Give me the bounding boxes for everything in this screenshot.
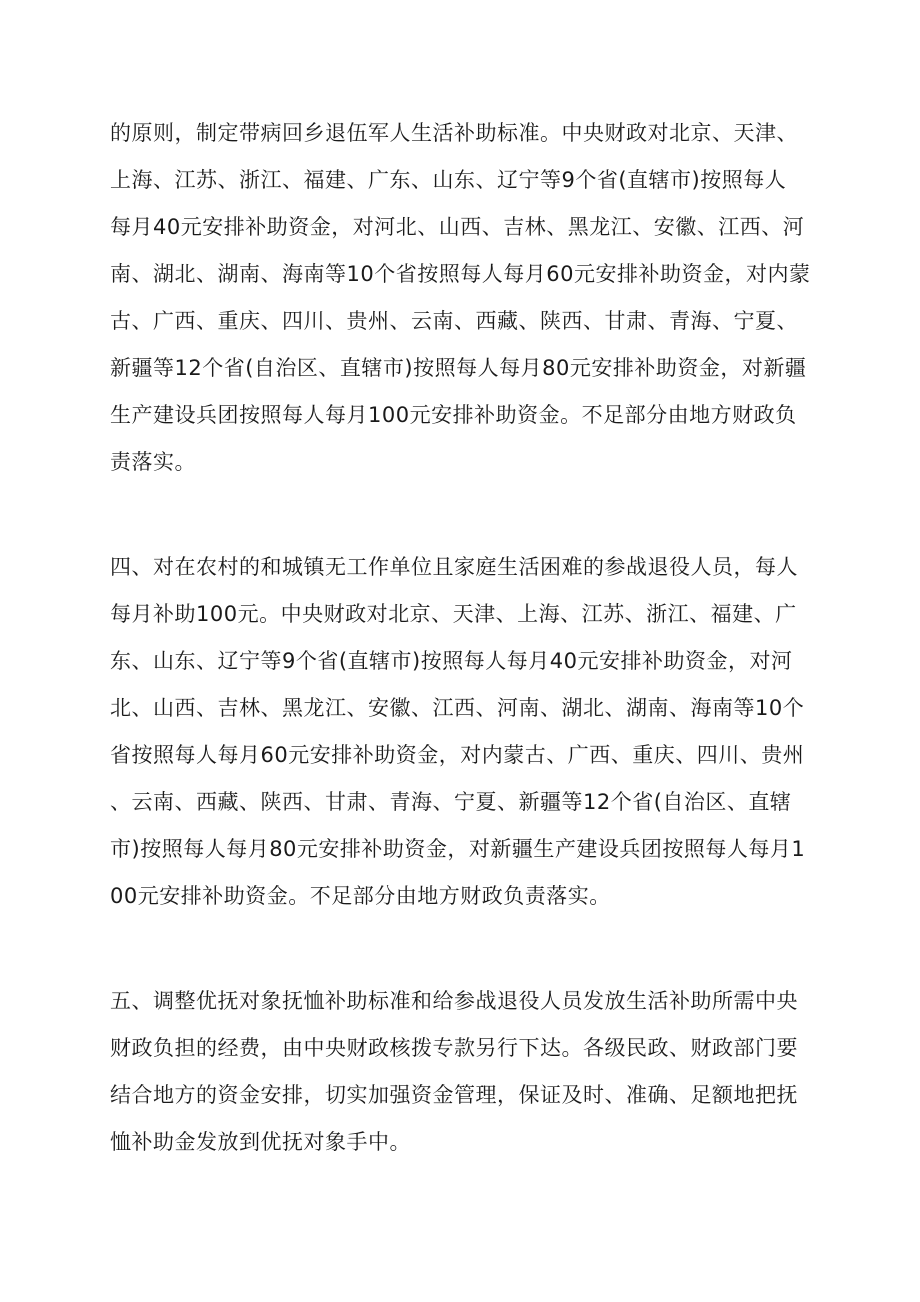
- text-line: 古、广西、重庆、四川、贵州、云南、西藏、陕西、甘肃、青海、宁夏、: [110, 309, 798, 333]
- text-line: 生产建设兵团按照每人每月100元安排补助资金。不足部分由地方财政负: [110, 403, 797, 427]
- text-line: 南、湖北、湖南、海南等10个省按照每人每月60元安排补助资金，对内蒙: [110, 262, 811, 286]
- text-line: 每月补助100元。中央财政对北京、天津、上海、江苏、浙江、福建、广: [110, 602, 797, 626]
- text-line: 新疆等12个省(自治区、直辖市)按照每人每月80元安排补助资金，对新疆: [110, 356, 807, 380]
- text-line: 每月40元安排补助资金，对河北、山西、吉林、黑龙江、安徽、江西、河: [110, 215, 805, 239]
- text-line: 省按照每人每月60元安排补助资金，对内蒙古、广西、重庆、四川、贵州: [110, 743, 805, 767]
- text-line: 的原则，制定带病回乡退伍军人生活补助标准。中央财政对北京、天津、: [110, 121, 798, 145]
- text-line: 、云南、西藏、陕西、甘肃、青海、宁夏、新疆等12个省(自治区、直辖: [110, 790, 792, 814]
- text-line: 北、山西、吉林、黑龙江、安徽、江西、河南、湖北、湖南、海南等10个: [110, 696, 805, 720]
- text-line: 东、山东、辽宁等9个省(直辖市)按照每人每月40元安排补助资金，对河: [110, 649, 793, 673]
- text-line: 责落实。: [110, 450, 196, 474]
- text-line: 上海、江苏、浙江、福建、广东、山东、辽宁等9个省(直辖市)按照每人: [110, 168, 787, 192]
- text-line: 四、对在农村的和城镇无工作单位且家庭生活困难的参战退役人员，每人: [110, 555, 798, 579]
- text-line: 00元安排补助资金。不足部分由地方财政负责落实。: [110, 884, 611, 908]
- text-line: 恤补助金发放到优抚对象手中。: [110, 1130, 411, 1154]
- text-line: 五、调整优抚对象抚恤补助标准和给参战退役人员发放生活补助所需中央: [110, 989, 798, 1013]
- text-line: 财政负担的经费，由中央财政核拨专款另行下达。各级民政、财政部门要: [110, 1036, 798, 1060]
- text-line: 结合地方的资金安排，切实加强资金管理，保证及时、准确、足额地把抚: [110, 1083, 798, 1107]
- text-line: 市)按照每人每月80元安排补助资金，对新疆生产建设兵团按照每人每月1: [110, 837, 806, 861]
